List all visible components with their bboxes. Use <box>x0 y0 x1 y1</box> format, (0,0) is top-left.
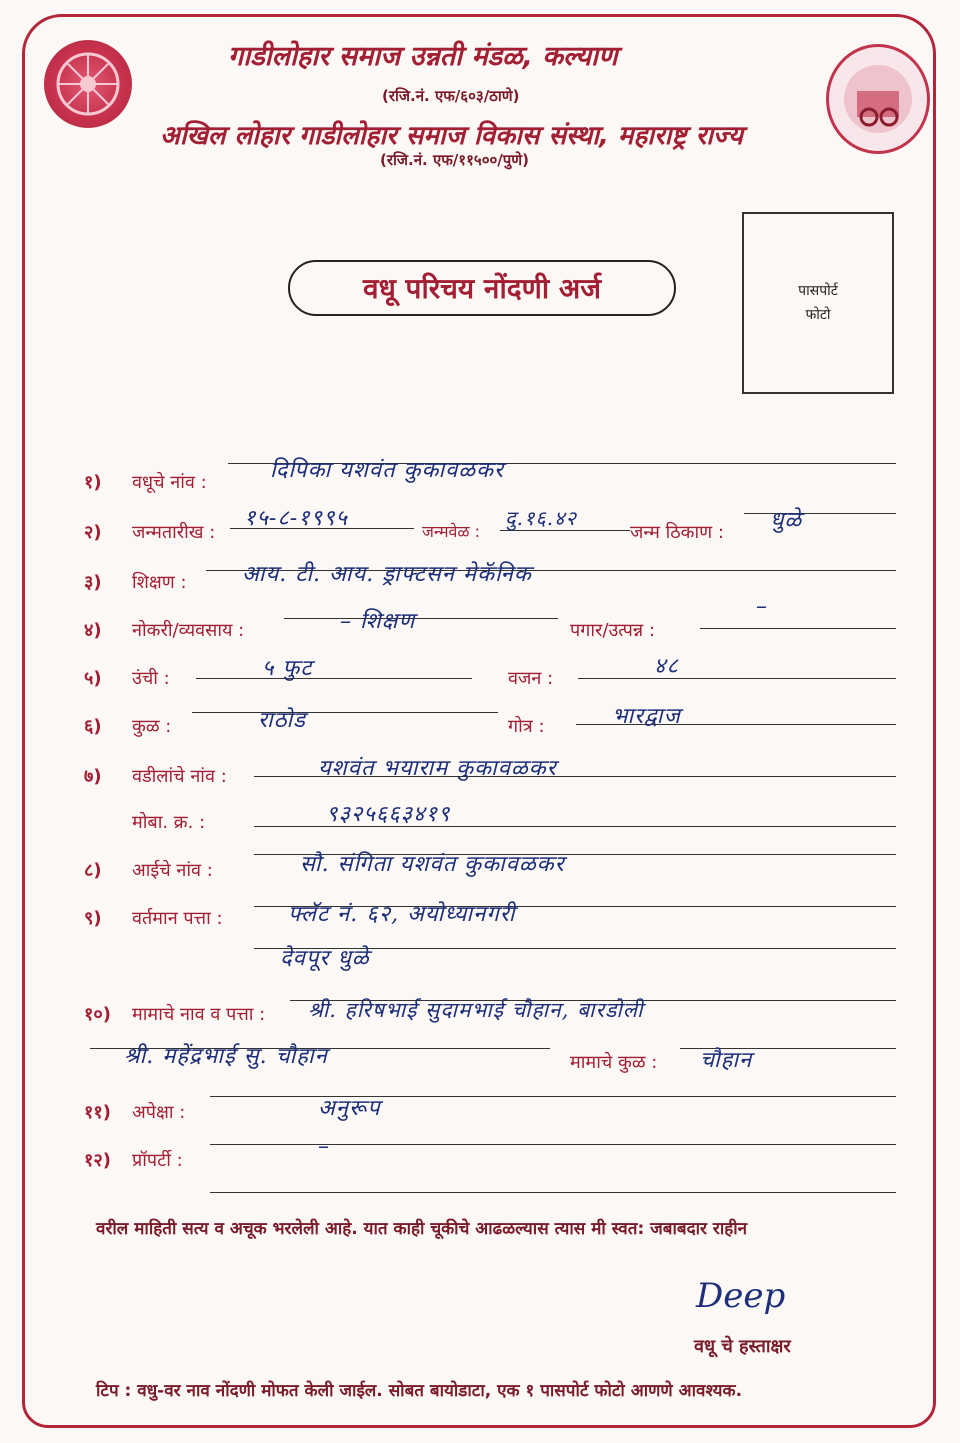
footer-tip: टिप : वधु-वर नाव नोंदणी मोफत केली जाईल. सोबत बायोडाटा, एक १ पासपोर्ट फोटो आणणे आवश्यक. <box>96 1381 743 1401</box>
field-number: १०) <box>84 1004 111 1025</box>
height-line <box>196 678 472 679</box>
passport-photo-box <box>742 212 894 394</box>
field-number: ८) <box>84 860 102 881</box>
field-number: १) <box>84 472 102 493</box>
birth-date-label: जन्मतारीख : <box>132 522 216 543</box>
expectation-label: अपेक्षा : <box>132 1102 186 1123</box>
emblem-icon <box>829 47 927 151</box>
photo-label-line2: फोटो <box>805 307 831 323</box>
bride-name-value[interactable]: दिपिका यशवंत कुकावळकर <box>270 458 504 483</box>
photo-label-line1: पासपोर्ट <box>798 283 838 299</box>
wheel-icon <box>44 40 132 128</box>
birth-time-value[interactable]: दु.१६.४२ <box>505 506 577 530</box>
registration-number-secondary: (रजि.नं. एफ/११५००/पुणे) <box>380 151 529 169</box>
field-number: ५) <box>84 668 102 689</box>
gotra-value[interactable]: भारद्वाज <box>612 704 681 729</box>
gotra-label: गोत्र : <box>508 716 545 737</box>
field-number: १२) <box>84 1150 111 1171</box>
weight-value[interactable]: ४८ <box>654 654 679 679</box>
field-number: ३) <box>84 572 102 593</box>
field-number: २) <box>84 522 102 543</box>
mobile-value[interactable]: ९३२५६६३४१९ <box>326 802 451 827</box>
expectation-line <box>210 1096 896 1097</box>
father-name-value[interactable]: यशवंत भयाराम कुकावळकर <box>318 756 557 781</box>
property-line <box>210 1144 896 1145</box>
field-number: ७) <box>84 766 102 787</box>
weight-line <box>578 678 896 679</box>
field-number: ११) <box>84 1102 111 1123</box>
property-line-2 <box>210 1192 896 1193</box>
birth-place-value[interactable]: धुळे <box>770 508 803 533</box>
address-value-2[interactable]: देवपूर धुळे <box>280 946 370 971</box>
mother-name-label: आईचे नांव : <box>132 860 213 881</box>
birth-place-line <box>744 513 896 514</box>
education-value[interactable]: आय. टी. आय. ड्राफ्टसन मेकॅनिक <box>242 562 532 587</box>
clan-line <box>192 712 498 713</box>
right-seal-logo <box>826 44 930 154</box>
maternal-clan-value[interactable]: चौहान <box>700 1048 753 1073</box>
salary-value[interactable]: – <box>756 594 768 619</box>
maternal-uncle-value[interactable]: श्री. हरिषभाई सुदामभाई चौहान, बारडोली <box>308 998 644 1022</box>
occupation-value[interactable]: – शिक्षण <box>340 609 416 634</box>
field-number: ९) <box>84 908 102 929</box>
occupation-line <box>284 618 558 619</box>
maternal-uncle-value-2[interactable]: श्री. महेंद्रभाई सु. चौहान <box>124 1044 328 1069</box>
salary-line <box>700 628 896 629</box>
expectation-value[interactable]: अनुरूप <box>318 1096 381 1121</box>
left-seal-logo <box>44 40 132 128</box>
education-label: शिक्षण : <box>132 572 187 593</box>
registration-number-primary: (रजि.नं. एफ/६०३/ठाणे) <box>382 87 520 105</box>
org-name-secondary: अखिल लोहार गाडीलोहार समाज विकास संस्था, महाराष्ट्र राज्य <box>160 121 743 151</box>
mother-name-value[interactable]: सौ. संगिता यशवंत कुकावळकर <box>300 852 565 877</box>
bride-signature: Deep <box>696 1276 786 1316</box>
field-number: ४) <box>84 620 102 641</box>
birth-date-value[interactable]: १५-८-१९९५ <box>244 506 348 531</box>
weight-label: वजन : <box>508 668 554 689</box>
birth-place-label: जन्म ठिकाण : <box>630 522 724 543</box>
height-label: उंची : <box>132 668 170 689</box>
maternal-uncle-label: मामाचे नाव व पत्ता : <box>132 1004 266 1025</box>
birth-time-label: जन्मवेळ : <box>422 522 481 541</box>
height-value[interactable]: ५ फुट <box>262 656 313 681</box>
father-name-label: वडीलांचे नांव : <box>132 766 227 787</box>
mobile-label: मोबा. क्र. : <box>132 812 206 833</box>
address-label: वर्तमान पत्ता : <box>132 908 223 929</box>
clan-value[interactable]: राठोड <box>258 708 306 733</box>
org-name-primary: गाडीलोहार समाज उन्नती मंडळ, कल्याण <box>228 41 618 72</box>
form-title: वधू परिचय नोंदणी अर्ज <box>288 260 676 316</box>
clan-label: कुळ : <box>132 716 172 737</box>
salary-label: पगार/उत्पन्न : <box>570 620 655 641</box>
property-value[interactable]: – <box>318 1134 330 1159</box>
bride-signature-label: वधू चे हस्ताक्षर <box>694 1336 791 1357</box>
field-number: ६) <box>84 716 102 737</box>
occupation-label: नोकरी/व्यवसाय : <box>132 620 245 641</box>
address-value[interactable]: फ्लॅट नं. ६२, अयोध्यानगरी <box>288 902 516 927</box>
bride-name-label: वधूचे नांव : <box>132 472 207 493</box>
maternal-clan-label: मामाचे कुळ : <box>570 1052 658 1073</box>
declaration-text: वरील माहिती सत्य व अचूक भरलेली आहे. यात काही चूकीचे आढळल्यास त्यास मी स्वत: जबाबदार राहीन <box>96 1219 748 1239</box>
property-label: प्रॉपर्टी : <box>132 1150 183 1171</box>
